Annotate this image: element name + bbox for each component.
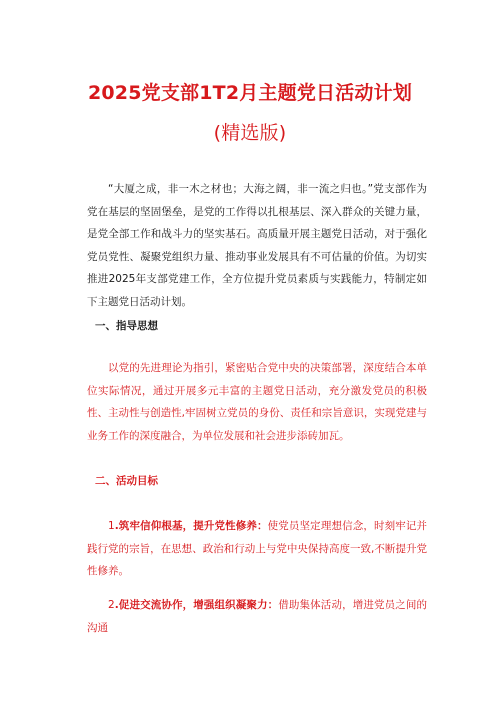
document-title: 2025党支部1T2月主题党日活动计划 bbox=[87, 82, 413, 104]
goal-1-title: .筑牢信仰根基，提升党性修养： bbox=[114, 520, 268, 532]
intro-paragraph: “大厦之成，非一木之材也；大海之阔，非一流之归也。”党支部作为党在基层的坚固堡垒，是党的工作得以扎根基层、深入群众的关键力量，是党全部工作和战斗力的坚实基石。高质量开展主题党日活动，对于强化党员党性、凝聚党组织力量、推动事业发展具有不可估量的价值。为切实推进2025年支部党建工作，全方位提升党员素质与实践能力，特制定如下主题党日活动计划。 bbox=[87, 183, 427, 308]
goal-1-number: 1 bbox=[108, 520, 115, 532]
goal-2-paragraph bbox=[87, 594, 427, 639]
guiding-ideology-paragraph: 以党的先进理论为指引，紧密贴合党中央的决策部署，深度结合本单位实际情况，通过开展多元丰富的主题党日活动，充分激发党员的积极性、主动性与创造性,牢固树立党员的身份、责任和宗旨意识，实现党建与业务工作的深度融合，为单位发展和社会进步添砖加瓦。 bbox=[87, 362, 427, 442]
goal-2-body: 借助集体活动，增进党员之间的沟通 bbox=[87, 599, 427, 634]
goal-1-body: 使党员坚定理想信念，时刻牢记并践行党的宗旨，在思想、政治和行动上与党中央保持高度一致,不断提升党性修养。 bbox=[87, 520, 427, 577]
section-heading-activity-goals: 二、活动目标 bbox=[95, 475, 158, 487]
document-subtitle: (精选版) bbox=[213, 122, 287, 144]
goal-2-title: .促进交流协作，增强组织凝聚力： bbox=[114, 599, 279, 611]
goal-1-paragraph bbox=[87, 515, 427, 583]
goal-2-number: 2 bbox=[108, 599, 115, 611]
section-heading-guiding-ideology: 一、指导思想 bbox=[95, 320, 158, 332]
